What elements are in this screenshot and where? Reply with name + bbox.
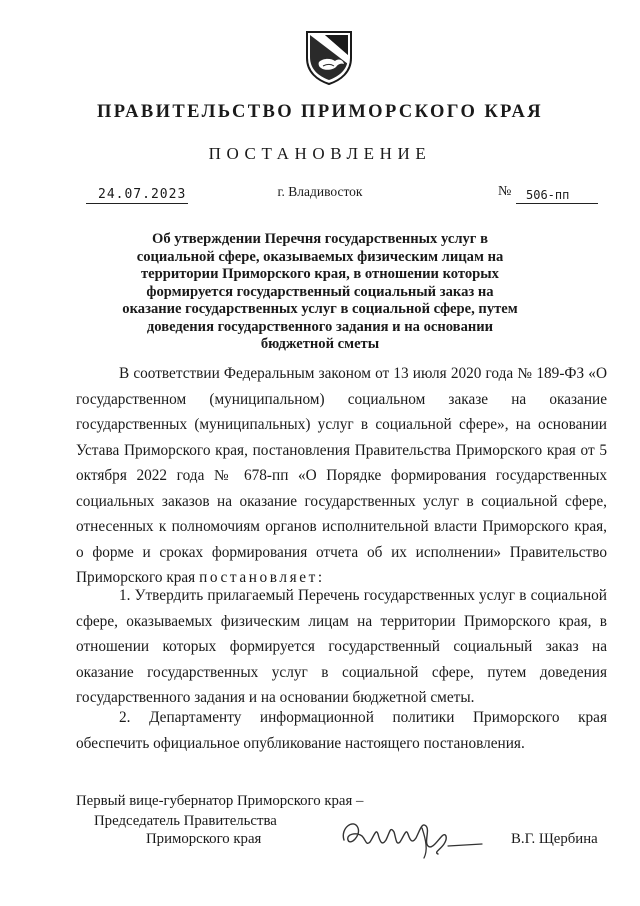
- signatory-position-line2: Председатель Правительства: [94, 813, 277, 829]
- document-title: Об утверждении Перечня государственных услуг в социальной сфере, оказываемых физическим лицам на территории Приморского края, в отношении которых формируется государственный социальный заказ на оказание государственных услуг в социальной сфере, путем доведения государственного задания и на основании бюджетной сметы: [122, 231, 518, 352]
- document-type-heading: ПОСТАНОВЛЕНИЕ: [208, 144, 432, 163]
- handwritten-signature: [336, 810, 486, 862]
- document-city: г. Владивосток: [277, 184, 363, 199]
- signatory-name: В.Г. Щербина: [511, 831, 598, 847]
- preamble-text: В соответствии Федеральным законом от 13 июля 2020 года № 189-ФЗ «О государственном (муниципальном) социальном заказе на оказание государственных (муниципальных) услуг в социальной сфере», на основании Устава Приморского края, постановления Правительства Приморского края от 5 октября 2022 года № 678-пп «О Порядке формирования государственных социальных заказов на оказание государственных услуг в социальной сфере, отнесенных к полномочиям органов исполнительной власти Приморского края, о форме и сроках формирования отчета об их исполнении» Правительство Приморского края: [76, 365, 607, 586]
- document-number: 506-пп: [516, 188, 598, 204]
- item-2-paragraph: 2. Департаменту информационной политики Приморского края обеспечить официальное опубликование настоящего постановления.: [76, 709, 607, 752]
- coat-of-arms-emblem: [303, 28, 355, 86]
- signatory-position-line3: Приморского края: [146, 831, 262, 847]
- government-heading: ПРАВИТЕЛЬСТВО ПРИМОРСКОГО КРАЯ: [96, 102, 543, 122]
- signatory-position-line1: Первый вице-губернатор Приморского края –: [76, 793, 364, 809]
- number-sign: №: [498, 184, 512, 199]
- preamble-paragraph: [76, 361, 607, 591]
- document-date: 24.07.2023: [86, 187, 188, 204]
- resolves-word: постановляет:: [199, 569, 325, 586]
- item-1-paragraph: 1. Утвердить прилагаемый Перечень государственных услуг в социальной сфере, оказываемых физическим лицам на территории Приморского края, в отношении которых формируется государственный социальный заказ на оказание государственных услуг в социальной сфере, путем доведения государственного задания и на основании бюджетной сметы.: [76, 587, 607, 706]
